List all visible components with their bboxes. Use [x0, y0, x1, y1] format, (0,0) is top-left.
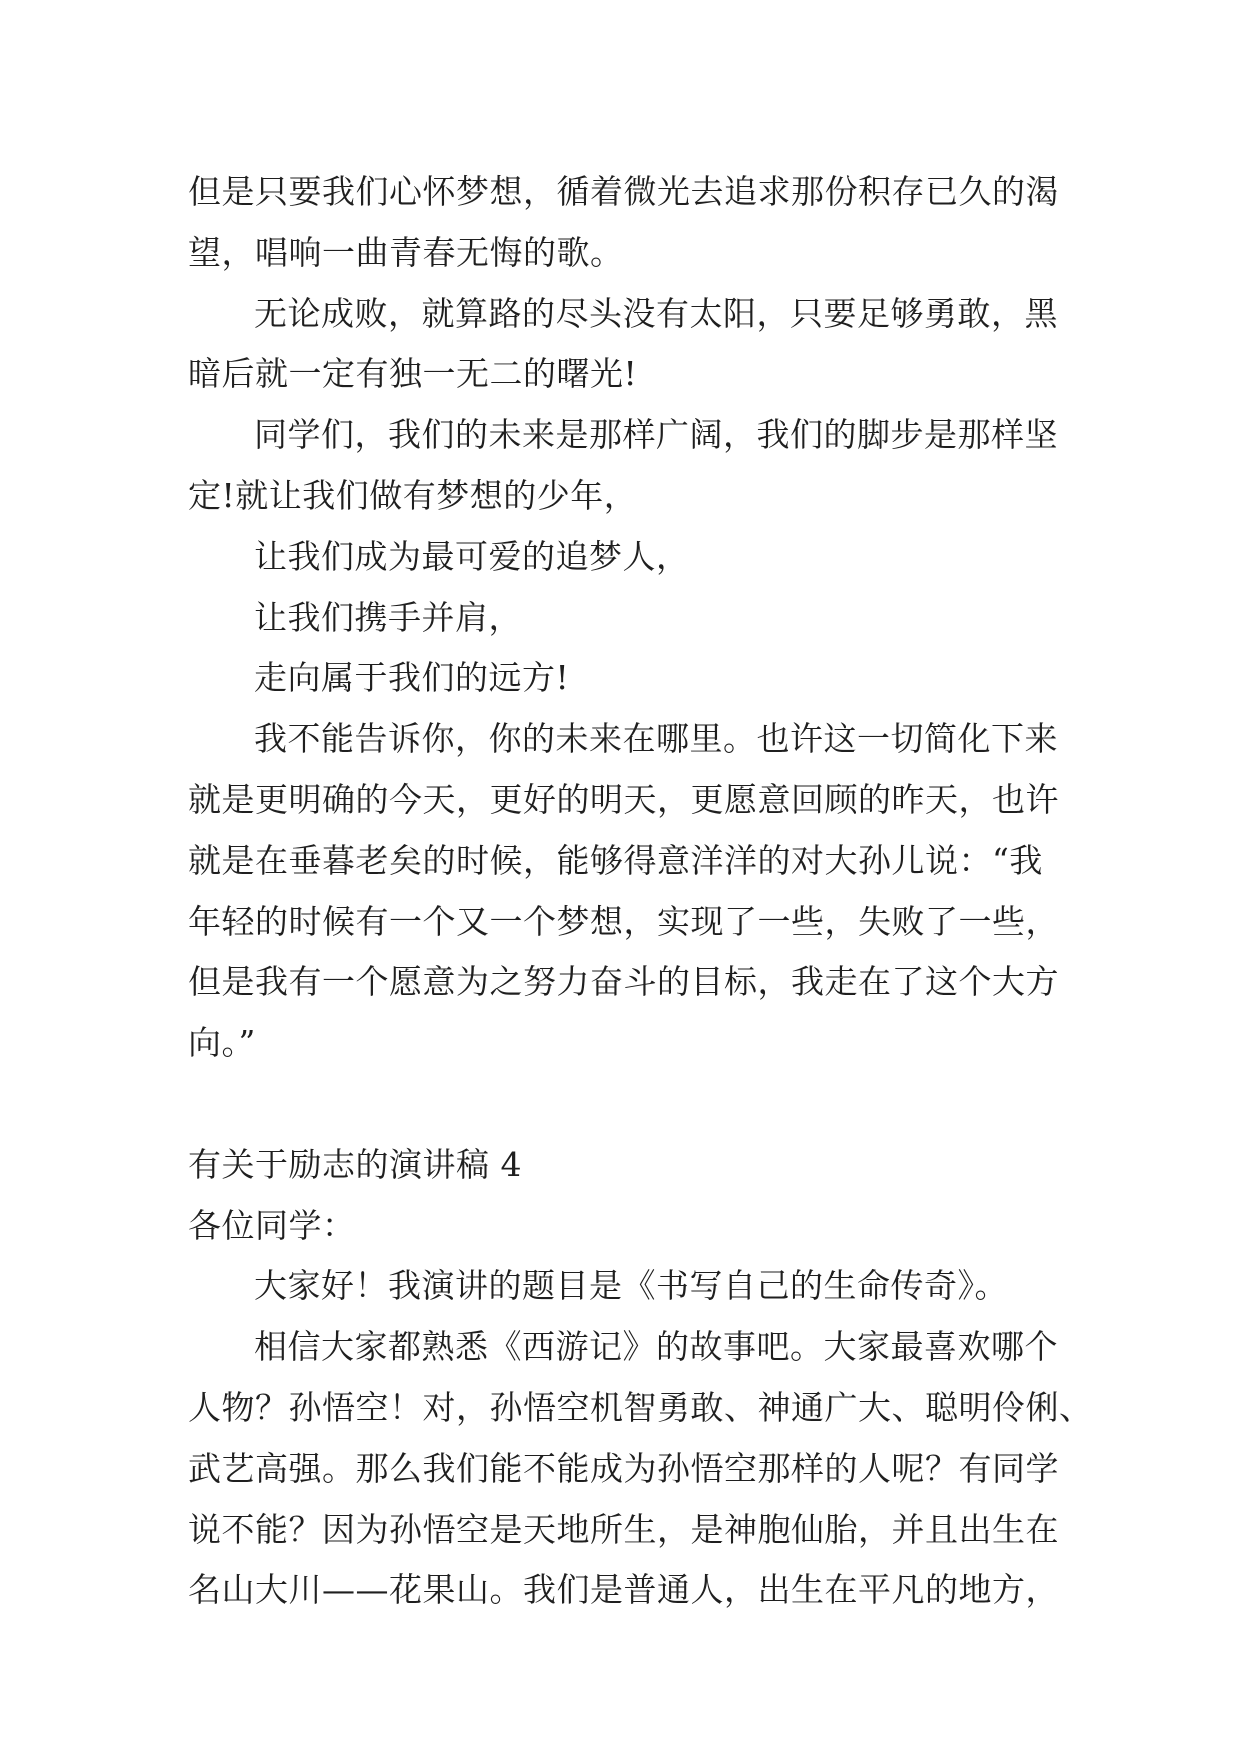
text-line: 说不能？因为孙悟空是天地所生，是神胞仙胎，并且出生在	[188, 1509, 1059, 1549]
text-line: 定!就让我们做有梦想的少年，	[188, 475, 638, 515]
text-line: 让我们成为最可爱的追梦人，	[254, 536, 690, 576]
text-line: 走向属于我们的远方!	[254, 658, 570, 698]
text-line: 就是在垂暮老矣的时候，能够得意洋洋的对大孙儿说：“我	[188, 840, 1043, 880]
section-title: 有关于励志的演讲稿 4	[188, 1144, 522, 1184]
section-gap	[188, 1074, 1068, 1135]
text-line: 让我们携手并肩，	[254, 597, 522, 637]
text-line: 向。”	[188, 1023, 256, 1063]
text-line: 望，唱响一曲青春无悔的歌。	[188, 232, 624, 272]
text-line: 名山大川——花果山。我们是普通人，出生在平凡的地方，	[188, 1570, 1059, 1610]
text-line: 但是我有一个愿意为之努力奋斗的目标，我走在了这个大方	[188, 962, 1059, 1002]
paragraph-block-2	[188, 1256, 1093, 1621]
text-line: 同学们，我们的未来是那样广阔，我们的脚步是那样坚	[254, 415, 1058, 455]
text-line: 无论成败，就算路的尽头没有太阳，只要足够勇敢，黑	[254, 293, 1058, 333]
text-line: 我不能告诉你，你的未来在哪里。也许这一切简化下来	[254, 719, 1058, 759]
text-line: 人物？孙悟空！对，孙悟空机智勇敢、神通广大、聪明伶俐、	[188, 1387, 1093, 1427]
text-line: 相信大家都熟悉《西游记》的故事吧。大家最喜欢哪个	[254, 1327, 1058, 1367]
text-line: 大家好！我演讲的题目是《书写自己的生命传奇》。	[254, 1266, 1008, 1306]
paragraph-block-1	[188, 162, 1068, 1074]
text-line: 武艺高强。那么我们能不能成为孙悟空那样的人呢？有同学	[188, 1448, 1059, 1488]
document-body	[188, 162, 1093, 1621]
text-line: 就是更明确的今天，更好的明天，更愿意回顾的昨天，也许	[188, 779, 1059, 819]
greeting: 各位同学：	[188, 1205, 356, 1245]
text-line: 年轻的时候有一个又一个梦想，实现了一些，失败了一些，	[188, 901, 1059, 941]
text-line: 暗后就一定有独一无二的曙光!	[188, 354, 638, 394]
text-line: 但是只要我们心怀梦想，循着微光去追求那份积存已久的渴	[188, 172, 1059, 211]
